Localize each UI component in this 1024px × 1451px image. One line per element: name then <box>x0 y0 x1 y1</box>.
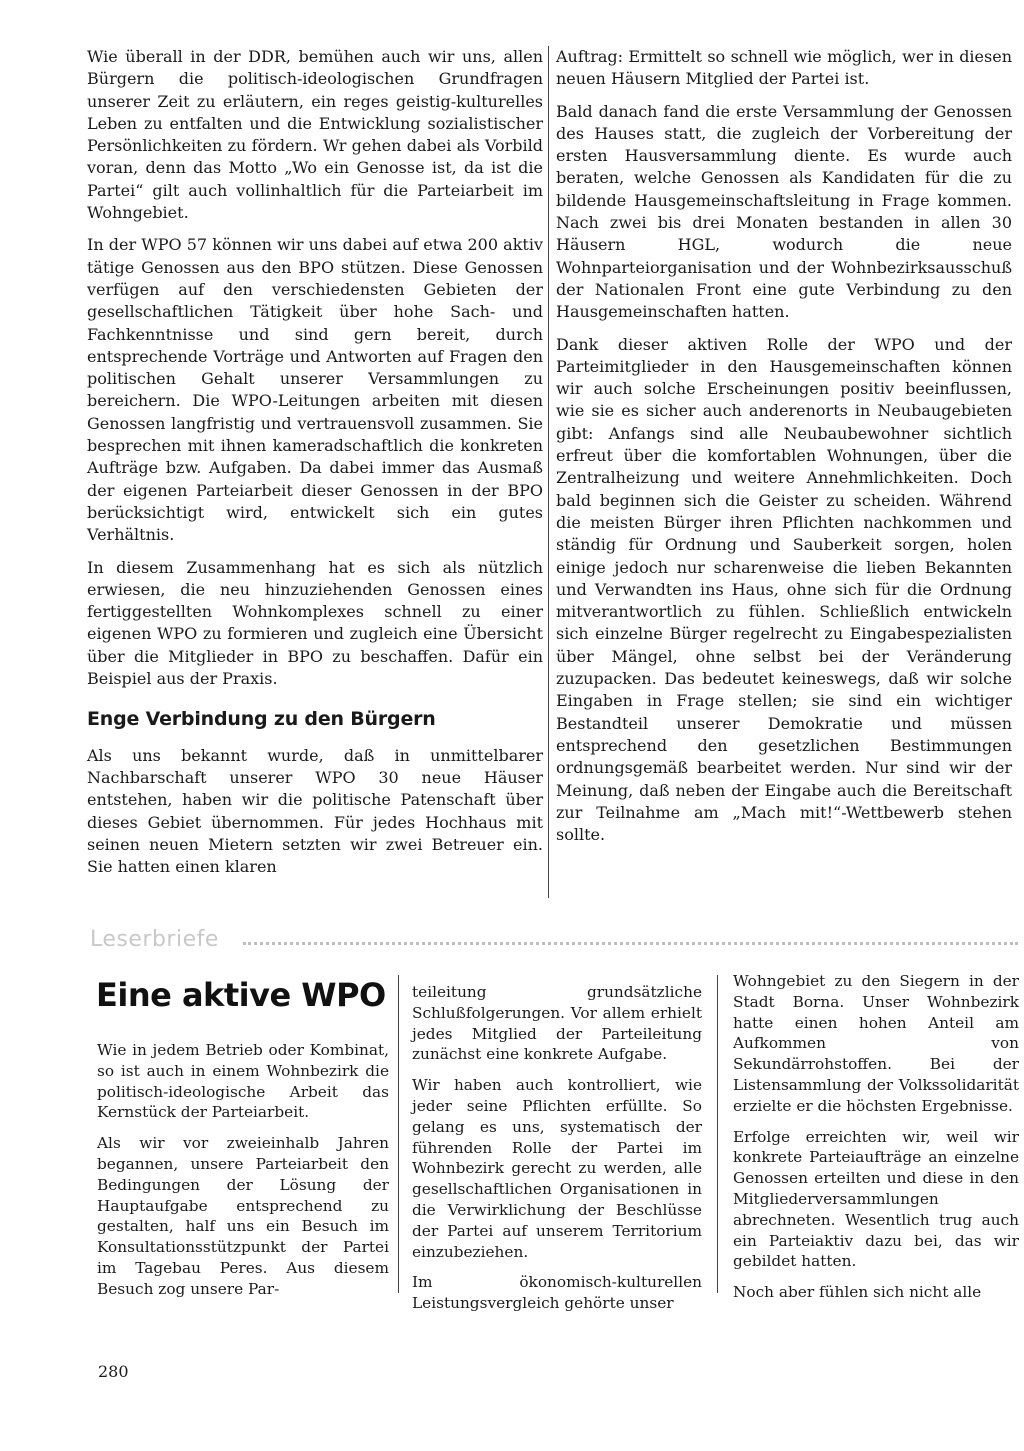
paragraph: Als wir vor zweieinhalb Jahren begannen, unsere Parteiarbeit den Bedingungen der Lösung der Hauptaufgabe entsprechend zu gestalten, half uns ein Besuch im Konsultationsstützpunkt der Partei im Tagebau Peres. Aus diesem Besuch zog unsere Par- <box>97 1134 389 1298</box>
column-divider <box>398 975 399 1293</box>
paragraph: Wie überall in der DDR, bemühen auch wir uns, allen Bürgern die politisch-ideologischen Grundfragen unserer Zeit zu erläutern, ein reges geistig-kulturelles Leben zu entfalten und die Entwicklung sozialistischer Persönlichkeiten zu fördern. Wr gehen dabei als Vorbild voran, denn das Motto „Wo ein Genosse ist, da ist die Partei“ gilt auch vollinhaltlich für die Parteiarbeit im Wohngebiet. <box>87 47 543 223</box>
paragraph: Bald danach fand die erste Versammlung der Genossen des Hauses statt, die zugleich der Vorbereitung der ersten Hausversammlung diente. Es wurde auch beraten, welche Genossen als Kandidaten für die zu bildende Hausgemeinschaftsleitung in Frage kommen. Nach zwei bis drei Monaten bestanden in allen 30 Häusern HGL, wodurch die neue Wohnparteiorganisation und der Wohnbezirksausschuß der Nationalen Front eine gute Verbindung zu den Hausgemeinschaften hatten. <box>556 101 1012 322</box>
paragraph: Auftrag: Ermittelt so schnell wie möglich, wer in diesen neuen Häusern Mitglied der Partei ist. <box>556 47 1012 89</box>
letter-column-1 <box>97 1040 389 1310</box>
letter-column-3 <box>733 971 1019 1313</box>
section-heading: Enge Verbindung zu den Bürgern <box>87 708 436 731</box>
paragraph: teileitung grundsätzliche Schlußfolgerungen. Vor allem erhielt jedes Mitglied der Parteileitung zunächst eine konkrete Aufgabe. <box>412 983 702 1064</box>
article-column-right <box>556 46 1012 856</box>
paragraph: Wohngebiet zu den Siegern in der Stadt Borna. Unser Wohnbezirk hatte einen hohen Anteil am Aufkommen von Sekundärrohstoffen. Bei der Listensammlung der Volkssolidarität erzielte er die höchsten Ergebnisse. <box>733 972 1019 1115</box>
paragraph: Erfolge erreichten wir, weil wir konkrete Parteiaufträge an einzelne Genossen erteilten und diese in den Mitgliederversammlungen abrechneten. Wesentlich trug auch ein Parteiaktiv dazu bei, das wir gebildet hatten. <box>733 1127 1019 1271</box>
page-number: 280 <box>98 1362 129 1381</box>
paragraph: Wie in jedem Betrieb oder Kombinat, so ist auch in einem Wohnbezirk die politisch-ideologische Arbeit das Kernstück der Parteiarbeit. <box>97 1041 389 1122</box>
paragraph: Noch aber fühlen sich nicht alle <box>733 1283 982 1302</box>
section-rule <box>243 942 1018 945</box>
column-divider <box>717 975 718 1293</box>
article-column-left <box>87 46 543 888</box>
section-label: Leserbriefe <box>90 927 219 952</box>
paragraph: Als uns bekannt wurde, daß in unmittelbarer Nachbarschaft unserer WPO 30 neue Häuser entstehen, haben wir die politische Patenschaft über dieses Gebiet übernommen. Für jedes Hochhaus mit seinen neuen Mietern setzten wir zwei Betreuer ein. Sie hatten einen klaren <box>87 745 543 877</box>
paragraph: Im ökonomisch-kulturellen Leistungsvergleich gehörte unser <box>412 1273 702 1313</box>
paragraph: Dank dieser aktiven Rolle der WPO und der Parteimitglieder in den Hausgemeinschaften können wir auch solche Erscheinungen positiv beeinflussen, wie sie es sicher auch anderenorts in Neubaugebieten gibt: Anfangs sind alle Neubaubewohner sichtlich erfreut über die komfortablen Wohnungen, über die Zentralheizung und weitere Annehmlichkeiten. Doch bald beginnen sich die Geister zu scheiden. Während die meisten Bürger ihren Pflichten nachkommen und ständig für Ordnung und Sauberkeit sorgen, holen einige jedoch nur scharenweise die lieben Bekannten und Verwandten ins Haus, ohne sich für die Ordnung mitverantwortlich zu fühlen. Schließlich entwickeln sich einzelne Bürger regelrecht zu Eingabespezialisten über Mängel, ohne selbst bei der Veränderung zuzupacken. Das bedeutet keineswegs, daß wir solche Eingaben in Frage stellen; sie sind ein wichtiger Bestandteil unserer Demokratie und müssen entsprechend den gesetzlichen Bestimmungen ordnungsgemäß bearbeitet werden. Nur sind wir der Meinung, daß neben der Eingabe auch die Bereitschaft zur Teilnahme am „Mach mit!“-Wettbewerb stehen sollte. <box>556 334 1012 845</box>
paragraph: In diesem Zusammenhang hat es sich als nützlich erwiesen, die neu hinzuziehenden Genossen eines fertiggestellten Wohnkomplexes schnell zu einer eigenen WPO zu formieren und zugleich eine Übersicht über die Mitglieder in BPO zu beschaffen. Dafür ein Beispiel aus der Praxis. <box>87 557 543 689</box>
column-divider <box>548 46 549 898</box>
letter-title: Eine aktive WPO <box>96 976 386 1014</box>
paragraph: In der WPO 57 können wir uns dabei auf etwa 200 aktiv tätige Genossen aus den BPO stützen. Diese Genossen verfügen auf den verschiedensten Gebieten der gesellschaftlichen Tätigkeit über hohe Sach- und Fachkenntnisse und sind gern bereit, durch entsprechende Vorträge und Antworten auf Fragen den politischen Gehalt unserer Versammlungen zu bereichern. Die WPO-Leitungen arbeiten mit diesen Genossen langfristig und vertrauensvoll zusammen. Sie besprechen mit ihnen kameradschaftlich die konkreten Aufträge bzw. Aufgaben. Da dabei immer das Ausmaß der eigenen Parteiarbeit dieser Genossen in der BPO berücksichtigt wird, entwickelt sich ein gutes Verhältnis. <box>87 235 543 545</box>
letter-column-2 <box>412 982 702 1324</box>
paragraph: Wir haben auch kontrolliert, wie jeder seine Pflichten erfüllte. So gelang es uns, systematisch der führenden Rolle der Partei im Wohnbezirk gerecht zu werden, alle gesellschaftlichen Organisationen in die Verwirklichung der Beschlüsse der Partei auf unserem Territorium einzubeziehen. <box>412 1076 702 1261</box>
